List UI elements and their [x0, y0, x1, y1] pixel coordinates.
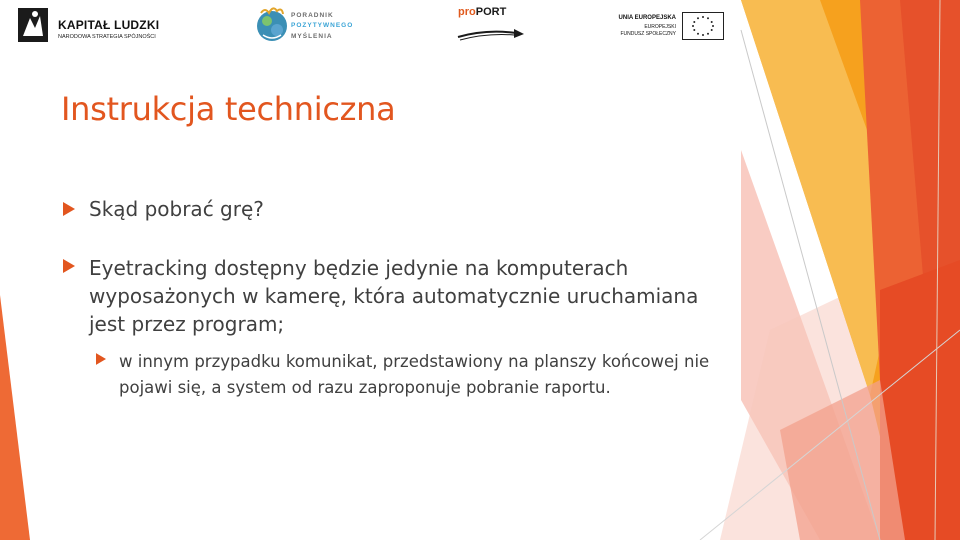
kapital-ludzki-subtitle: NARODOWA STRATEGIA SPÓJNOŚCI [58, 34, 156, 40]
kapital-ludzki-title: KAPITAŁ LUDZKI [58, 18, 160, 32]
bullet-1-text: Skąd pobrać grę? [89, 197, 264, 221]
kapital-ludzki-icon [18, 8, 48, 42]
proport-logo [456, 6, 528, 46]
slide-title: Instrukcja techniczna [61, 90, 396, 128]
poradnik-line-3: MYŚLENIA [291, 33, 333, 40]
eu-flag-icon [682, 12, 724, 40]
ue-line-1: UNIA EUROPEJSKA [618, 15, 676, 21]
kapital-ludzki-logo [18, 8, 168, 46]
triangle-right-icon [63, 202, 75, 216]
globe-icon [255, 5, 289, 43]
sub-bullet-1-text: w innym przypadku komunikat, przedstawiony na planszy końcowej nie pojawi się, a system od razu zaproponuje pobranie raportu. [119, 352, 710, 397]
ue-line-2: EUROPEJSKI [644, 24, 676, 30]
poradnik-line-1: PORADNIK [291, 12, 334, 19]
proport-prefix: pro [458, 6, 476, 18]
proport-wordmark [458, 6, 506, 18]
triangle-right-icon [63, 259, 75, 273]
poradnik-logo [255, 5, 375, 45]
ue-logo [620, 12, 724, 42]
bullet-2-text: Eyetracking dostępny będzie jedynie na komputerach wyposażonych w kamerę, która automatycznie uruchamiana jest przez program; [89, 256, 699, 336]
poradnik-line-2: POZYTYWNEGO [291, 22, 354, 29]
ue-line-3: FUNDUSZ SPOŁECZNY [620, 31, 676, 37]
proport-suffix: PORT [475, 6, 507, 18]
proport-arrow-icon [456, 24, 526, 42]
left-wedge [0, 295, 30, 540]
triangle-right-icon [96, 353, 106, 365]
